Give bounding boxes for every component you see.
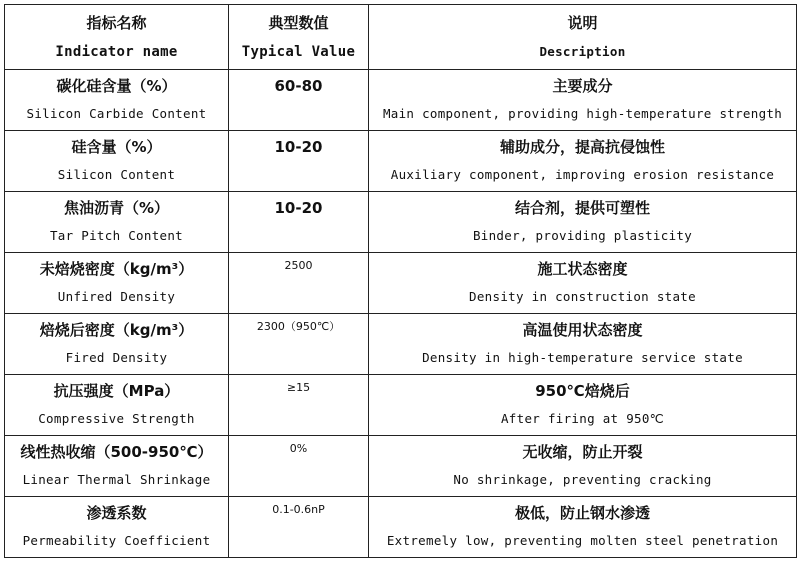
description-cell [369,70,797,131]
table-header-row [5,5,797,70]
indicator-name-zh: 渗透系数 [86,504,147,522]
description-cell [369,375,797,436]
table-row [5,436,797,497]
indicator-cell [5,192,229,253]
value-cell [229,375,369,436]
spec-table [4,4,797,558]
table-row [5,497,797,558]
description-zh: 结合剂，提供可塑性 [514,199,650,217]
header-text-zh: 指标名称 [86,14,147,32]
indicator-name-zh: 碳化硅含量（%） [56,77,177,95]
typical-value: 10-20 [274,199,323,217]
description-cell [369,436,797,497]
value-cell [229,436,369,497]
indicator-name-zh: 线性热收缩（500-950℃） [20,443,213,461]
indicator-cell [5,253,229,314]
indicator-name-zh: 未焙烧密度（kg/m³） [39,260,194,278]
description-en: Extremely low, preventing molten steel penetration [386,533,779,548]
value-cell [229,192,369,253]
typical-value: 2300（950℃） [256,320,341,333]
indicator-name-en: Tar Pitch Content [49,228,184,243]
table-row [5,253,797,314]
header-text-zh: 典型数值 [268,14,329,32]
description-zh: 高温使用状态密度 [522,321,643,339]
typical-value: 10-20 [274,138,323,156]
indicator-name-en: Silicon Content [57,167,176,182]
description-zh: 无收缩，防止开裂 [522,443,643,461]
description-zh: 950℃焙烧后 [535,382,630,400]
value-cell [229,70,369,131]
description-zh: 施工状态密度 [537,260,628,278]
indicator-cell [5,436,229,497]
table-row [5,375,797,436]
indicator-name-zh: 硅含量（%） [71,138,162,156]
table-row [5,192,797,253]
indicator-cell [5,70,229,131]
indicator-name-en: Silicon Carbide Content [26,106,207,121]
value-cell [229,253,369,314]
description-zh: 极低，防止钢水渗透 [514,504,650,522]
indicator-cell [5,131,229,192]
description-zh: 主要成分 [552,77,613,95]
description-cell [369,192,797,253]
indicator-cell [5,497,229,558]
description-cell [369,314,797,375]
description-en: Binder, providing plasticity [472,228,693,243]
header-text-en: Indicator name [55,44,178,60]
indicator-name-zh: 抗压强度（MPa） [53,382,180,400]
header-description [369,5,797,70]
description-zh: 辅助成分，提高抗侵蚀性 [499,138,665,156]
indicator-name-zh: 焦油沥青（%） [63,199,170,217]
typical-value: 0% [289,442,308,455]
indicator-cell [5,375,229,436]
indicator-name-en: Unfired Density [57,289,176,304]
typical-value: ≥15 [286,381,311,394]
typical-value: 60-80 [274,77,323,95]
table-row [5,70,797,131]
header-text-en: Description [539,44,626,59]
indicator-name-en: Compressive Strength [38,411,195,426]
header-text-en: Typical Value [241,44,356,60]
value-cell [229,314,369,375]
value-cell [229,131,369,192]
indicator-name-zh: 焙烧后密度（kg/m³） [39,321,194,339]
header-typical-value [229,5,369,70]
header-indicator-name [5,5,229,70]
header-text-zh: 说明 [567,14,598,32]
table-row [5,131,797,192]
description-en: Density in construction state [469,289,696,304]
description-cell [369,253,797,314]
description-cell [369,131,797,192]
indicator-name-en: Fired Density [65,350,168,365]
indicator-name-en: Permeability Coefficient [22,533,211,548]
description-en: After firing at 950℃ [500,411,665,426]
description-en: Density in high-temperature service state [422,350,743,365]
description-en: Main component, providing high-temperature strength [382,106,783,121]
typical-value: 2500 [284,259,313,272]
indicator-name-en: Linear Thermal Shrinkage [22,472,211,487]
description-en: No shrinkage, preventing cracking [453,472,712,487]
value-cell [229,497,369,558]
typical-value: 0.1-0.6nP [272,503,325,516]
table-row [5,314,797,375]
description-en: Auxiliary component, improving erosion resistance [390,167,775,182]
description-cell [369,497,797,558]
indicator-cell [5,314,229,375]
